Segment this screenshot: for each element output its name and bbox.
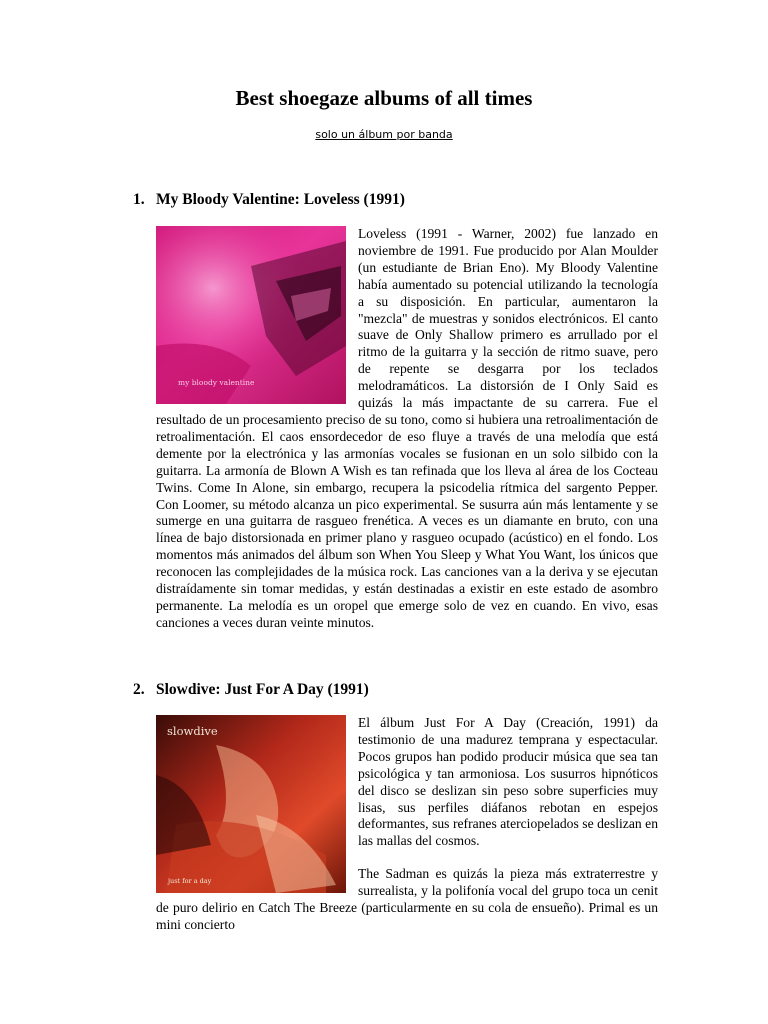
album-review-1 (156, 226, 658, 632)
page-title: Best shoegaze albums of all times (235, 86, 533, 110)
album-cover-just-for-a-day (156, 715, 346, 893)
album-paragraph: Loveless (1991 - Warner, 2002) fue lanzado en noviembre de 1991. Fue producido por Alan Moulder (un estudiante de Brian Eno). My Bloody Valentine había aumentado su potencial utilizando la tecnología a su disposición. En particular, aumentaron la "mezcla" de muestras y sonidos electrónicos. El canto suave de Only Shallow primero es arrullado por el ritmo de la guitarra y la sección de ritmo suave, pero de repente se desgarra por los teclados melodramáticos. La distorsión de I Only Said es quizás la más impactante de su carrera. Fue el resultado de un procesamiento preciso de su tono, como si hubiera una retroalimentación de retroalimentación. El caos ensordecedor de eso fluye a través de una melodía que está demente por la electrónica y las armonías vocales se fusionan en un solo silbido con la guitarra. La armonía de Blown A Wish es tan refinada que los lleva al área de los Cocteau Twins. Come In Alone, sin embargo, recupera la psicodelia rítmica del sargento Pepper. Con Loomer, su método alcanza un pico experimental. Se susurra aún más lentamente y se sumerge en una guitarra de rasgueo frenética. A veces es un diamante en bruto, con una línea de bajo distorsionada en primer plano y rasgueo ocupado (acústico) en el fondo. Los momentos más animados del álbum son When You Sleep y What You Want, los únicos que reconocen las complejidades de la música rock. Las canciones van a la deriva y se ejecutan distraídamente sin tomar medidas, y están destinadas a existir en este estado de asombro permanente. La melodía es un oropel que emerge solo de vez en cuando. En vivo, esas canciones a veces duran veinte minutos. (156, 226, 658, 630)
album-title: Slowdive: Just For A Day (1991) (156, 681, 369, 698)
subtitle-link[interactable]: solo un álbum por banda (315, 128, 453, 141)
album-heading-1 (133, 191, 405, 209)
album-paragraph: The Sadman es quizás la pieza más extraterrestre y surrealista, y la polifonía vocal del grupo toca un cenit de puro delirio en Catch The Breeze (particularmente en su cola de ensueño). Primal es un mini concierto (156, 866, 658, 932)
album-cover-loveless (156, 226, 346, 404)
album-number: 2. (133, 681, 145, 698)
album-number: 1. (133, 191, 145, 208)
album-title: My Bloody Valentine: Loveless (1991) (156, 191, 405, 208)
cover-band-text: slowdive (167, 724, 218, 738)
cover-caption-text: just for a day (168, 877, 212, 885)
album-paragraph: El álbum Just For A Day (Creación, 1991) da testimonio de una madurez temprana y espectacular. Pocos grupos han podido producir música que sea tan psicológica y tan armoniosa. Los susurros hipnóticos del disco se deslizan sin peso sobre superficies muy lisas, sus perfiles diáfanos rebotan en espejos deformantes, sus refranes aterciopelados se deslizan en las mallas del cosmos. (358, 715, 658, 849)
album-review-2 (156, 715, 658, 934)
album-heading-2 (133, 681, 369, 699)
cover-caption-text: my bloody valentine (178, 378, 255, 387)
